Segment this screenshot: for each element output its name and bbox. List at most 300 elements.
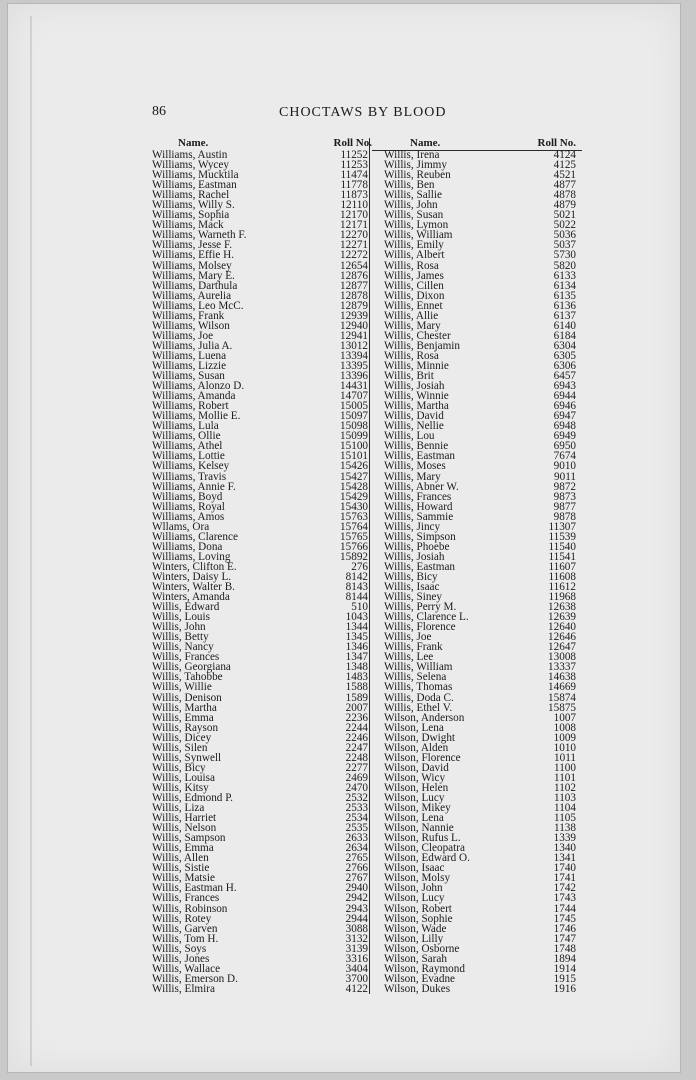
person-name: Willis, Liza: [152, 802, 205, 815]
roll-number: 11607: [548, 560, 576, 573]
person-name: Willis, Reuben: [384, 169, 451, 182]
person-name: Wilson, Isaac: [384, 862, 445, 875]
person-name: Willis, Tom H.: [152, 932, 219, 945]
person-name: Willis, Brit: [384, 370, 434, 383]
person-name: Willis, Jones: [152, 952, 210, 965]
person-name: Willis, Howard: [384, 500, 453, 513]
person-name: Williams, Robert: [152, 400, 229, 413]
person-name: Willis, Jincy: [384, 520, 441, 533]
roll-number: 13395: [340, 359, 368, 372]
person-name: Willis, Eastman H.: [152, 882, 237, 895]
person-name: Willis, Frances: [152, 651, 220, 664]
person-name: Willis, Rayson: [152, 721, 219, 734]
roll-number: 11541: [548, 550, 576, 563]
person-name: Williams, Luena: [152, 349, 227, 362]
person-name: Willis, Rosa: [384, 259, 439, 272]
roll-number: 1102: [554, 781, 576, 794]
person-name: Willis, Ben: [384, 179, 435, 192]
roll-number: 11474: [340, 169, 368, 182]
roll-number: 12171: [340, 219, 368, 232]
roll-number: 15099: [340, 430, 368, 443]
roll-number: 1483: [345, 671, 368, 684]
roll-number: 6947: [553, 410, 576, 423]
roll-number: 12647: [548, 641, 576, 654]
roll-number: 6948: [553, 420, 576, 433]
person-name: Willis, Robinson: [152, 902, 228, 915]
roll-number: 11608: [548, 570, 576, 583]
roll-number: 1344: [345, 621, 368, 634]
person-name: Wilson, Anderson: [384, 711, 465, 724]
person-name: Willis, Emily: [384, 239, 444, 252]
person-name: Willis, Nelson: [152, 822, 217, 835]
roll-number: 6943: [553, 380, 576, 393]
person-name: Wilson, Sophie: [384, 912, 453, 925]
roll-number: 12110: [340, 199, 368, 212]
roll-number: 12878: [340, 289, 368, 302]
person-name: Winters, Daisy L.: [152, 570, 232, 583]
roll-number: 1348: [345, 661, 368, 674]
roll-number: 12654: [340, 259, 368, 272]
roll-number: 12270: [340, 229, 368, 242]
roll-number: 1747: [553, 932, 576, 945]
roll-number: 12877: [340, 279, 368, 292]
roll-number: 1341: [553, 852, 576, 865]
person-name: Williams, Amos: [152, 510, 225, 523]
roll-number: 1340: [553, 842, 576, 855]
roll-number: 12646: [548, 631, 576, 644]
person-name: Willis, Phoebe: [384, 540, 450, 553]
roll-number: 12638: [548, 601, 576, 614]
person-name: Willis, Harriet: [152, 812, 217, 825]
person-name: Williams, Lizzie: [152, 359, 227, 372]
roll-number: 1010: [553, 741, 576, 754]
roll-number: 15764: [340, 520, 368, 533]
person-name: Willis, Winnie: [384, 390, 449, 403]
person-name: Willis, Rotey: [152, 912, 212, 925]
person-name: Willis, Moses: [384, 460, 446, 473]
person-name: Willis, Clarence L.: [384, 611, 469, 624]
person-name: Willis, Emma: [152, 842, 214, 855]
roll-row: [152, 250, 378, 260]
person-name: Williams, Rachel: [152, 189, 230, 202]
roll-number: 1589: [345, 691, 368, 704]
person-name: Willis, Chester: [384, 329, 451, 342]
roll-number: 6949: [553, 430, 576, 443]
person-name: Willis, Selena: [384, 671, 447, 684]
person-name: Wilson, Alden: [384, 741, 449, 754]
roll-number: 15765: [340, 530, 368, 543]
roll-number: 11253: [340, 159, 368, 172]
roll-number: 1915: [553, 972, 576, 985]
person-name: Williams, Mack: [152, 219, 224, 232]
roll-number: 3404: [345, 962, 368, 975]
person-name: Willis, Bennie: [384, 440, 449, 453]
person-name: Winters, Walter B.: [152, 581, 235, 594]
roll-number: 2532: [345, 792, 368, 804]
person-name: Willis, Florence: [384, 621, 456, 634]
roll-number: 6134: [553, 279, 576, 292]
roll-number: 5022: [553, 219, 576, 232]
person-name: Willis, Frances: [152, 892, 220, 905]
roll-number: 1588: [345, 681, 368, 694]
roll-number: 6306: [553, 359, 576, 372]
person-name: Williams, Dona: [152, 540, 223, 553]
person-name: Wilson, Helen: [384, 781, 449, 794]
roll-number: 1103: [554, 792, 576, 804]
person-name: Williams, Frank: [152, 309, 225, 322]
person-name: Willis, David: [384, 410, 444, 423]
person-name: Williams, Wycey: [152, 159, 229, 172]
person-name: Willis, Nancy: [152, 641, 214, 654]
roll-number: 11540: [548, 540, 576, 553]
roll-number: 12639: [548, 611, 576, 624]
roll-number: 15766: [340, 540, 368, 553]
person-name: Willis, Emma: [152, 711, 214, 724]
person-name: Willis, Wallace: [152, 962, 221, 975]
roll-number: 1011: [554, 751, 576, 764]
person-name: Williams, Effie H.: [152, 249, 234, 262]
roll-number: 15426: [340, 460, 368, 473]
person-name: Wilson, Osborne: [384, 942, 460, 955]
roll-number: 2767: [345, 872, 368, 885]
person-name: Williams, Athel: [152, 440, 223, 453]
person-name: Willis, John: [384, 199, 438, 212]
roll-row: [152, 461, 378, 471]
roll-number: 6457: [553, 370, 576, 383]
roll-number: 4124: [553, 149, 576, 161]
roll-number: 6136: [553, 299, 576, 312]
person-name: Wilson, Dwight: [384, 731, 456, 744]
person-name: Williams, Mucktila: [152, 169, 239, 182]
roll-number: 15005: [340, 400, 368, 413]
person-name: Willis, William: [384, 661, 453, 674]
roll-number: 6946: [553, 400, 576, 413]
person-name: Wilson, Wicy: [384, 771, 446, 784]
roll-number: 1346: [345, 641, 368, 654]
person-name: Willis, Simpson: [384, 530, 456, 543]
roll-number: 6140: [553, 319, 576, 332]
roll-number: 6135: [553, 289, 576, 302]
person-name: Wilson, Evadne: [384, 972, 456, 985]
roll-number: 1916: [553, 982, 576, 995]
person-name: Wilson, Lilly: [384, 932, 444, 945]
roll-number: 1008: [553, 721, 576, 734]
person-name: Williams, Joe: [152, 329, 214, 342]
person-name: Williams, Royal: [152, 500, 225, 513]
person-name: Willis, Denison: [152, 691, 222, 704]
roll-number: 2470: [345, 781, 368, 794]
roll-number: 2469: [345, 771, 368, 784]
person-name: Willis, Doda C.: [384, 691, 454, 704]
roll-number: 15101: [340, 450, 368, 463]
person-name: Willis, James: [384, 269, 444, 282]
person-name: Willis, Cillen: [384, 279, 444, 292]
page-number: 86: [152, 104, 166, 119]
roll-number: 1105: [554, 812, 576, 825]
roll-number: 1742: [553, 882, 576, 895]
roll-number: 2533: [345, 802, 368, 815]
roll-row: [152, 984, 378, 994]
person-name: Willis, Martha: [384, 400, 449, 413]
roll-number: 4521: [553, 169, 576, 182]
roll-number: 2534: [345, 812, 368, 825]
roll-number: 12940: [340, 319, 368, 332]
person-name: Williams, Alonzo D.: [152, 380, 245, 393]
person-name: Wilson, Mikey: [384, 802, 451, 815]
person-name: Wilson, Sarah: [384, 952, 447, 965]
roll-number: 1347: [345, 651, 368, 664]
person-name: Willis, Nellie: [384, 420, 444, 433]
roll-number: 3316: [345, 952, 368, 965]
roll-number: 13337: [548, 661, 576, 674]
person-name: Williams, Leo McC.: [152, 299, 244, 312]
person-name: Willis, Siney: [384, 591, 442, 604]
roll-number: 11968: [548, 591, 576, 604]
person-name: Willis, Bicy: [384, 570, 438, 583]
person-name: Williams, Mollie E.: [152, 410, 241, 423]
roll-number: 12879: [340, 299, 368, 312]
roll-number: 9873: [553, 490, 576, 503]
person-name: Willis, Allie: [384, 309, 439, 322]
person-name: Willis, Abner W.: [384, 480, 459, 493]
person-name: Wilson, Lucy: [384, 792, 445, 804]
person-name: Willis, Louis: [152, 611, 210, 624]
person-name: Williams, Lottie: [152, 450, 225, 463]
roll-number: 14638: [548, 671, 576, 684]
roll-number: 2248: [345, 751, 368, 764]
person-name: Willis, Willie: [152, 681, 212, 694]
roll-number: 3132: [345, 932, 368, 945]
right-column: [384, 136, 580, 994]
person-name: Willis, Benjamin: [384, 339, 460, 352]
roll-number: 11778: [340, 179, 368, 192]
roll-number: 1345: [345, 631, 368, 644]
roll-number: 1007: [553, 711, 576, 724]
roll-number: 15763: [340, 510, 368, 523]
right-column-header: [384, 136, 580, 150]
person-name: Williams, Warneth F.: [152, 229, 247, 242]
roll-number: 1100: [554, 761, 576, 774]
person-name: Wilson, Lena: [384, 812, 444, 825]
roll-number: 1743: [553, 892, 576, 905]
roll-number: 15097: [340, 410, 368, 423]
person-name: Willis, Josiah: [384, 550, 445, 563]
person-name: Willis, Betty: [152, 631, 209, 644]
roll-number: 15098: [340, 420, 368, 433]
roll-number: 1101: [554, 771, 576, 784]
person-name: Williams, Ollie: [152, 430, 221, 443]
roll-number: 12271: [340, 239, 368, 252]
roll-number: 9872: [553, 480, 576, 493]
person-name: Willis, Emerson D.: [152, 972, 238, 985]
person-name: Wilson, Rufus L.: [384, 832, 461, 845]
roll-number: 1744: [553, 902, 576, 915]
roll-number: 5036: [553, 229, 576, 242]
roll-number: 6304: [553, 339, 576, 352]
roll-row: [384, 893, 580, 903]
roll-number: 1914: [553, 962, 576, 975]
person-name: Williams, Eastman: [152, 179, 237, 192]
roll-number: 1104: [554, 802, 576, 815]
roll-number: 14707: [340, 390, 368, 403]
person-name: Willis, Josiah: [384, 380, 445, 393]
person-name: Willis, Albert: [384, 249, 445, 262]
roll-number: 11252: [340, 149, 368, 161]
roll-number: 2942: [345, 892, 368, 905]
roll-number: 4125: [553, 159, 576, 172]
person-name: Wilson, Wade: [384, 922, 447, 935]
person-name: Wilson, Molsy: [384, 872, 451, 885]
person-name: Wilson, Cleopatra: [384, 842, 465, 855]
person-name: Williams, Julia A.: [152, 339, 233, 352]
person-name: Willis, Louisa: [152, 771, 215, 784]
person-name: Wilson, Lucy: [384, 892, 445, 905]
roll-number: 2944: [345, 912, 368, 925]
person-name: Williams, Clarence: [152, 530, 238, 543]
person-name: Williams, Loving: [152, 550, 231, 563]
roll-number: 15875: [548, 701, 576, 714]
person-name: Williams, Darthula: [152, 279, 238, 292]
roll-number: 13008: [548, 651, 576, 664]
person-name: Winters, Amanda: [152, 591, 230, 604]
roll-number: 8144: [345, 591, 368, 604]
roll-row: [152, 893, 378, 903]
person-name: Willis, Sampson: [152, 832, 226, 845]
person-name: Willis, Susan: [384, 209, 444, 222]
roll-number: 15429: [340, 490, 368, 503]
person-name: Willis, Frank: [384, 641, 443, 654]
person-name: Williams, Kelsey: [152, 460, 230, 473]
roll-number: 5021: [553, 209, 576, 222]
roll-number: 12941: [340, 329, 368, 342]
roll-number: 1748: [553, 942, 576, 955]
person-name: Wilson, Dukes: [384, 982, 451, 995]
person-name: Winters, Clifton E.: [152, 560, 237, 573]
person-name: Willis, Frances: [384, 490, 452, 503]
roll-number: 5820: [553, 259, 576, 272]
person-name: Willis, Bicy: [152, 761, 206, 774]
person-name: Williams, Mary E.: [152, 269, 235, 282]
roll-number: 2634: [345, 842, 368, 855]
roll-number: 1043: [345, 611, 368, 624]
roll-number: 9877: [553, 500, 576, 513]
person-name: Wllams, Ora: [152, 520, 210, 533]
roll-number: 276: [351, 560, 368, 573]
roll-number: 15428: [340, 480, 368, 493]
person-name: Willis, Minnie: [384, 359, 449, 372]
roll-row: [384, 250, 580, 260]
person-name: Willis, Dicey: [152, 731, 212, 744]
roll-number: 2633: [345, 832, 368, 845]
roll-number: 14431: [340, 380, 368, 393]
person-name: Willis, Jimmy: [384, 159, 447, 172]
roll-number: 1745: [553, 912, 576, 925]
person-name: Willis, Garven: [152, 922, 218, 935]
roll-header: Roll No.: [333, 137, 372, 149]
roll-number: 15100: [340, 440, 368, 453]
roll-number: 2766: [345, 862, 368, 875]
roll-number: 6950: [553, 440, 576, 453]
name-header: Name.: [410, 137, 441, 149]
roll-number: 1894: [553, 952, 576, 965]
roll-number: 8143: [345, 581, 368, 594]
roll-number: 13012: [340, 339, 368, 352]
roll-number: 2765: [345, 852, 368, 865]
person-name: Wilson, Edward O.: [384, 852, 470, 865]
roll-number: 4878: [553, 189, 576, 202]
person-name: Willis, William: [384, 229, 453, 242]
roll-number: 6305: [553, 349, 576, 362]
roll-number: 2277: [345, 761, 368, 774]
roll-number: 11873: [340, 189, 368, 202]
roll-number: 4877: [553, 179, 576, 192]
person-name: Willis, Dixon: [384, 289, 445, 302]
roll-number: 13396: [340, 370, 368, 383]
person-name: Williams, Sophia: [152, 209, 230, 222]
roll-number: 9010: [553, 460, 576, 473]
roll-number: 2246: [345, 731, 368, 744]
person-name: Williams, Travis: [152, 470, 227, 483]
person-name: Wilson, John: [384, 882, 443, 895]
left-column-header: [152, 136, 378, 150]
roll-number: 11539: [548, 530, 576, 543]
person-name: Willis, Edward: [152, 601, 220, 614]
roll-number: 12170: [340, 209, 368, 222]
person-name: Willis, Allen: [152, 852, 209, 865]
roll-number: 7674: [553, 450, 576, 463]
roll-number: 1009: [553, 731, 576, 744]
roll-row: [384, 984, 580, 994]
person-name: Willis, Rosa: [384, 349, 439, 362]
person-name: Willis, Matsie: [152, 872, 215, 885]
roll-number: 9011: [554, 470, 576, 483]
roll-number: 12272: [340, 249, 368, 262]
person-name: Willis, Sallie: [384, 189, 442, 202]
roll-number: 4122: [345, 982, 368, 995]
roll-number: 11307: [548, 520, 576, 533]
person-name: Wilson, Florence: [384, 751, 461, 764]
roll-number: 15430: [340, 500, 368, 513]
person-name: Willis, Kitsy: [152, 781, 209, 794]
name-header: Name.: [178, 137, 209, 149]
person-name: Williams, Amanda: [152, 390, 236, 403]
roll-number: 1740: [553, 862, 576, 875]
person-name: Willis, Isaac: [384, 581, 440, 594]
person-name: Williams, Jesse F.: [152, 239, 233, 252]
person-name: Williams, Wilson: [152, 319, 230, 332]
person-name: Willis, Elmira: [152, 982, 215, 995]
roll-number: 2535: [345, 822, 368, 835]
roll-number: 1741: [553, 872, 576, 885]
roll-number: 2940: [345, 882, 368, 895]
person-name: Wilson, Raymond: [384, 962, 465, 975]
roll-number: 6184: [553, 329, 576, 342]
roll-number: 510: [351, 601, 368, 614]
person-name: Willis, Lou: [384, 430, 435, 443]
person-name: Williams, Willy S.: [152, 199, 235, 212]
roll-number: 3139: [345, 942, 368, 955]
roll-number: 9878: [553, 510, 576, 523]
person-name: Willis, Synwell: [152, 751, 222, 764]
roll-number: 14669: [548, 681, 576, 694]
roll-number: 12876: [340, 269, 368, 282]
person-name: Willis, Eastman: [384, 560, 456, 573]
person-name: Wilson, David: [384, 761, 449, 774]
roll-number: 1339: [553, 832, 576, 845]
roll-number: 15427: [340, 470, 368, 483]
roll-header: Roll No.: [537, 137, 576, 149]
person-name: Wilson, Lena: [384, 721, 444, 734]
